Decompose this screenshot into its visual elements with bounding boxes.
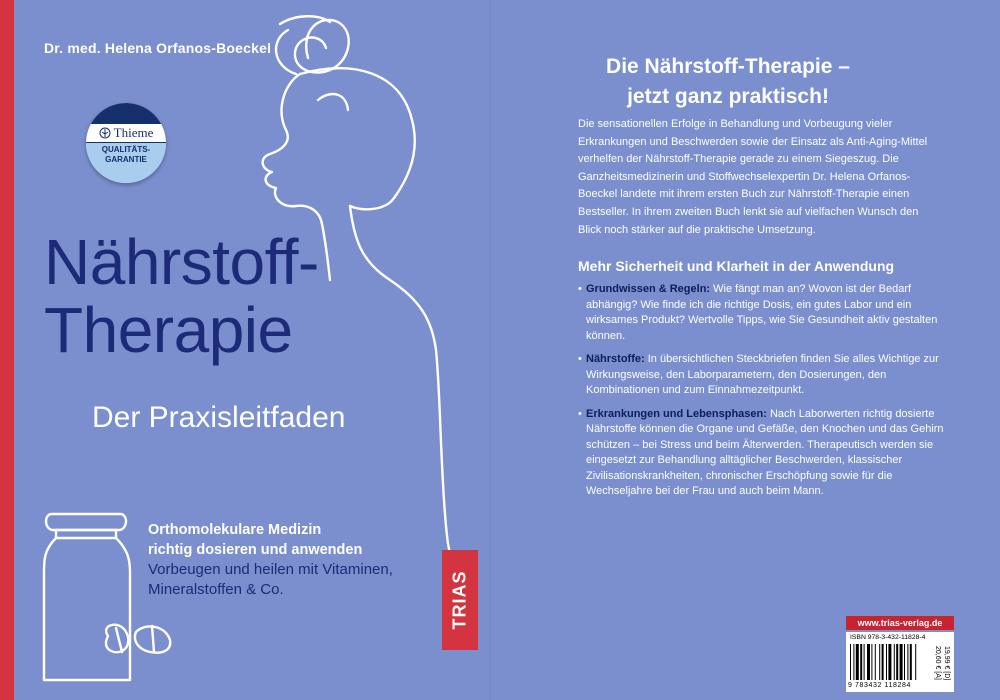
back-headline-line-2: jetzt ganz praktisch! (627, 85, 829, 108)
feature-item-grundwissen (578, 282, 948, 344)
feature-item-naehrstoffe (578, 352, 948, 399)
price-germany: 19,99 € [D] (943, 646, 950, 681)
claim-line-2: richtig dosieren und anwenden (148, 542, 363, 558)
title-line-1: Nährstoff- (44, 226, 319, 298)
author-name: Dr. med. Helena Orfanos-Boeckel (44, 40, 272, 56)
feature-lead: Nährstoffe: (586, 353, 645, 365)
feature-item-erkrankungen (578, 407, 948, 500)
publisher-name: TRIAS (449, 570, 470, 630)
back-section-title: Mehr Sicherheit und Klarheit in der Anwendung (578, 258, 895, 274)
book-title (44, 228, 319, 364)
feature-list (578, 282, 948, 508)
badge-line-1: QUALITÄTS- (101, 145, 151, 154)
claim-line-1: Orthomolekulare Medizin (148, 522, 322, 538)
badge-brand-label: Thieme (113, 125, 154, 140)
back-headline-line-1: Die Nährstoff-Therapie – (606, 55, 850, 78)
price-block (932, 646, 952, 690)
feature-lead: Grundwissen & Regeln: (586, 283, 711, 295)
badge-text (86, 145, 166, 165)
claim-line-3: Vorbeugen und heilen mit Vitaminen, (148, 561, 393, 578)
title-line-2: Therapie (44, 294, 293, 366)
isbn-number: ISBN 978-3-432-11828-4 (850, 634, 926, 641)
barcode-digits: 9 783432 118284 (848, 682, 911, 689)
back-headline (578, 52, 878, 112)
badge-brand (86, 124, 166, 142)
feature-text: Wie fängt man an? Wovon ist der Bedarf abhängig? Wie finde ich die richtige Dosis, ein gutes Labor und ein wirksames Produkt? Wertvolle Tipps, wie Sie Gesundheit aktiv gestalten können. (586, 283, 938, 342)
cover-claim (148, 520, 393, 600)
publisher-url: www.trias-verlag.de (846, 616, 954, 630)
book-subtitle: Der Praxisleitfaden (92, 401, 346, 434)
barcode-box (846, 632, 954, 692)
back-intro-text: Die sensationellen Erfolge in Behandlung und Vorbeugung vieler Erkrankungen und Beschwerden sowie der Einsatz als Anti-Aging-Mittel verhelfen der Nährstoff-Therapie gerade zu einem Siegeszug. Die Ganzheitsmedizinerin und Stoffwechselexpertin Dr. Helena Orfanos-Boeckel landete mit ihrem ersten Buch zur Nährstoff-Therapie einen Bestseller. In ihrem zweiten Buch lenkt sie auf vielfachen Wunsch den Blick noch stärker auf die praktische Umsetzung. (578, 118, 928, 236)
claim-line-4: Mineralstoffen & Co. (148, 581, 284, 598)
badge-line-2: GARANTIE (105, 155, 147, 164)
price-austria: 20,60 € [A] (934, 646, 941, 680)
barcode-icon (850, 644, 930, 680)
thieme-quality-badge (86, 103, 166, 183)
publisher-logo (442, 550, 478, 650)
feature-text: In übersichtlichen Steckbriefen finden Sie alles Wichtige zur Wirkungsweise, den Laborparametern, den Dosierungen, den Kombinationen und zum Einnahmezeitpunkt. (586, 353, 939, 396)
feature-text: Nach Laborwerten richtig dosierte Nährstoffe können die Organe und Gefäße, den Knochen und das Gehirn schützen – bei Stress und beim Älterwerden. Therapeutisch werden sie eingesetzt zur Behandlung alltäglicher Beschwerden, klassischer Zivilisationskrankheiten, chronischer Erschöpfung sowie für die Wechseljahre bei der Frau und auch beim Mann. (586, 407, 944, 497)
thieme-logo-icon (99, 127, 111, 139)
feature-lead: Erkrankungen und Lebensphasen: (586, 407, 767, 420)
